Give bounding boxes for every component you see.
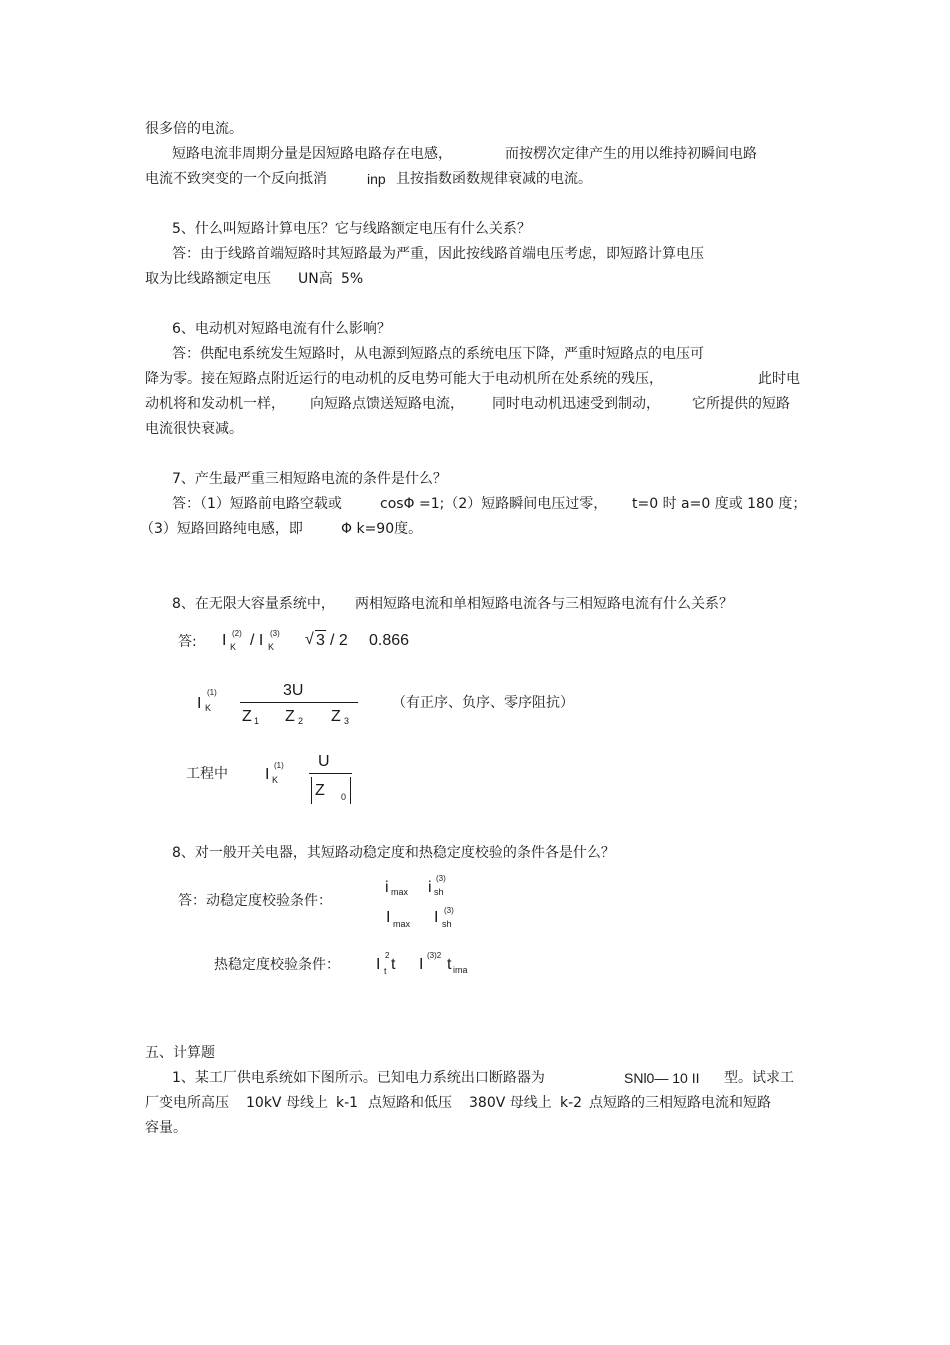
answer-text: 取为比线路额定电压 — [145, 271, 271, 287]
formula-subscript: 3 — [344, 716, 350, 726]
formula-symbol: I — [376, 956, 381, 973]
abs-bar-left — [311, 777, 312, 804]
answer-text: 动机将和发动机一样， — [145, 396, 285, 412]
formula-symbol: I — [386, 909, 391, 926]
formula-subscript: K — [268, 642, 275, 652]
question-8-switchgear: 8、对一般开关电器，其短路动稳定度和热稳定度校验的条件各是什么？ — [172, 845, 615, 861]
formula-subscript: K — [272, 775, 279, 785]
answer-text: 向短路点馈送短路电流， — [310, 396, 464, 412]
answer-text: 降为零。接在短路点附近运行的电动机的反电势可能大于电动机所在处系统的残压， — [145, 371, 663, 387]
answer-text: 答：（1）短路前电路空载或 — [172, 496, 342, 512]
problem-text: 380V 母线上 — [469, 1095, 552, 1111]
formula-symbol: I — [222, 632, 227, 649]
answer-text: 电流很快衰减。 — [145, 421, 243, 437]
question-8: 8、在无限大容量系统中， — [172, 596, 335, 612]
section-heading: 五、计算题 — [145, 1045, 215, 1061]
text-line: 短路电流非周期分量是因短路电路存在电感， — [172, 146, 452, 162]
problem-text: k-2 — [560, 1095, 583, 1111]
fraction-numerator: U — [318, 753, 330, 770]
question-6: 6、电动机对短路电流有什么影响？ — [172, 321, 391, 337]
text-line: inp — [367, 171, 386, 187]
formula-subscript: K — [230, 642, 237, 652]
text-line: 很多倍的电流。 — [145, 121, 243, 137]
formula-superscript: (1) — [274, 761, 284, 770]
formula-superscript: (3) — [270, 629, 280, 638]
formula-label: 答：动稳定度校验条件： — [178, 893, 332, 909]
formula-symbol: Z — [315, 782, 325, 799]
answer-text: 答：由于线路首端短路时其短路最为严重，因此按线路首端电压考虑，即短路计算电压 — [172, 246, 704, 262]
fraction-bar — [309, 773, 352, 774]
formula-superscript: (3) — [444, 906, 454, 915]
formula-label: 工程中 — [186, 766, 228, 782]
answer-text: t=0 时 a=0 度或 180 度； — [632, 496, 807, 512]
answer-text: 同时电动机迅速受到制动， — [492, 396, 660, 412]
question-5: 5、什么叫短路计算电压？它与线路额定电压有什么关系？ — [172, 221, 531, 237]
sqrt-symbol: √ — [305, 631, 314, 648]
formula-symbol: Z — [285, 708, 295, 725]
formula-symbol: I — [434, 909, 439, 926]
abs-bar-right — [350, 777, 351, 804]
formula-subscript: max — [393, 919, 411, 929]
text-line: 而按楞次定律产生的用以维持初瞬间电路 — [505, 146, 757, 162]
formula-symbol: t — [447, 956, 452, 973]
formula-value: 0.866 — [369, 632, 410, 649]
answer-text: Φ k=90度。 — [341, 521, 423, 537]
formula-subscript: max — [391, 887, 409, 897]
text-line: 电流不致突变的一个反向抵消 — [145, 171, 327, 187]
answer-text: 此时电 — [758, 371, 800, 387]
formula-symbol: I — [265, 766, 270, 783]
answer-text: 它所提供的短路 — [692, 396, 790, 412]
formula-symbol: t — [391, 956, 396, 973]
answer-text: cosΦ =1;（2）短路瞬间电压过零， — [380, 496, 608, 512]
formula-symbol: i — [428, 879, 432, 896]
problem-text: 容量。 — [145, 1120, 187, 1136]
formula-symbol: I — [419, 956, 424, 973]
question-8: 两相短路电流和单相短路电流各与三相短路电流有什么关系？ — [355, 596, 733, 612]
problem-text: 点短路和低压 — [368, 1095, 452, 1111]
problem-text: SNl0— 10 II — [624, 1070, 700, 1086]
formula-superscript: (2) — [232, 629, 242, 638]
text-line: 且按指数函数规律衰减的电流。 — [396, 171, 592, 187]
formula-subscript: ima — [453, 965, 468, 975]
formula-symbol: / I — [250, 632, 264, 649]
formula-superscript: 2 — [385, 951, 390, 960]
formula-symbol: i — [385, 879, 389, 896]
formula-subscript: sh — [442, 919, 452, 929]
fraction-numerator: 3U — [283, 682, 304, 699]
formula-superscript: (3) — [436, 874, 446, 883]
formula-subscript: sh — [434, 887, 444, 897]
formula-symbol: Z — [331, 708, 341, 725]
answer-text: UN高 — [298, 271, 333, 287]
problem-text: 10kV 母线上 — [246, 1095, 328, 1111]
formula-superscript: (3)2 — [427, 951, 442, 960]
formula-subscript: 0 — [341, 792, 347, 802]
formula-subscript: 2 — [298, 716, 304, 726]
formula-symbol: I — [197, 695, 202, 712]
problem-text: 点短路的三相短路电流和短路 — [589, 1095, 771, 1111]
fraction-bar — [240, 702, 358, 703]
sqrt-bar — [315, 630, 326, 631]
formula-symbol: / 2 — [330, 632, 348, 649]
formula-subscript: K — [205, 703, 212, 713]
answer-text: （3）短路回路纯电感，即 — [140, 521, 303, 537]
question-7: 7、产生最严重三相短路电流的条件是什么？ — [172, 471, 447, 487]
problem-text: 厂变电所高压 — [145, 1095, 229, 1111]
problem-text: 型。试求工 — [724, 1070, 794, 1086]
formula-superscript: (1) — [207, 688, 217, 697]
problem-text: 1、某工厂供电系统如下图所示。已知电力系统出口断路器为 — [172, 1070, 545, 1086]
answer-label: 答: — [178, 634, 197, 650]
answer-text: 答：供配电系统发生短路时，从电源到短路点的系统电压下降，严重时短路点的电压可 — [172, 346, 704, 362]
formula-note: （有正序、负序、零序阻抗） — [392, 695, 574, 711]
formula-symbol: Z — [242, 708, 252, 725]
formula-label: 热稳定度校验条件： — [214, 957, 340, 973]
answer-text: 5% — [341, 271, 364, 287]
problem-text: k-1 — [336, 1095, 359, 1111]
formula-subscript: 1 — [254, 716, 260, 726]
formula-symbol: 3 — [316, 632, 325, 649]
formula-subscript: t — [384, 966, 387, 976]
